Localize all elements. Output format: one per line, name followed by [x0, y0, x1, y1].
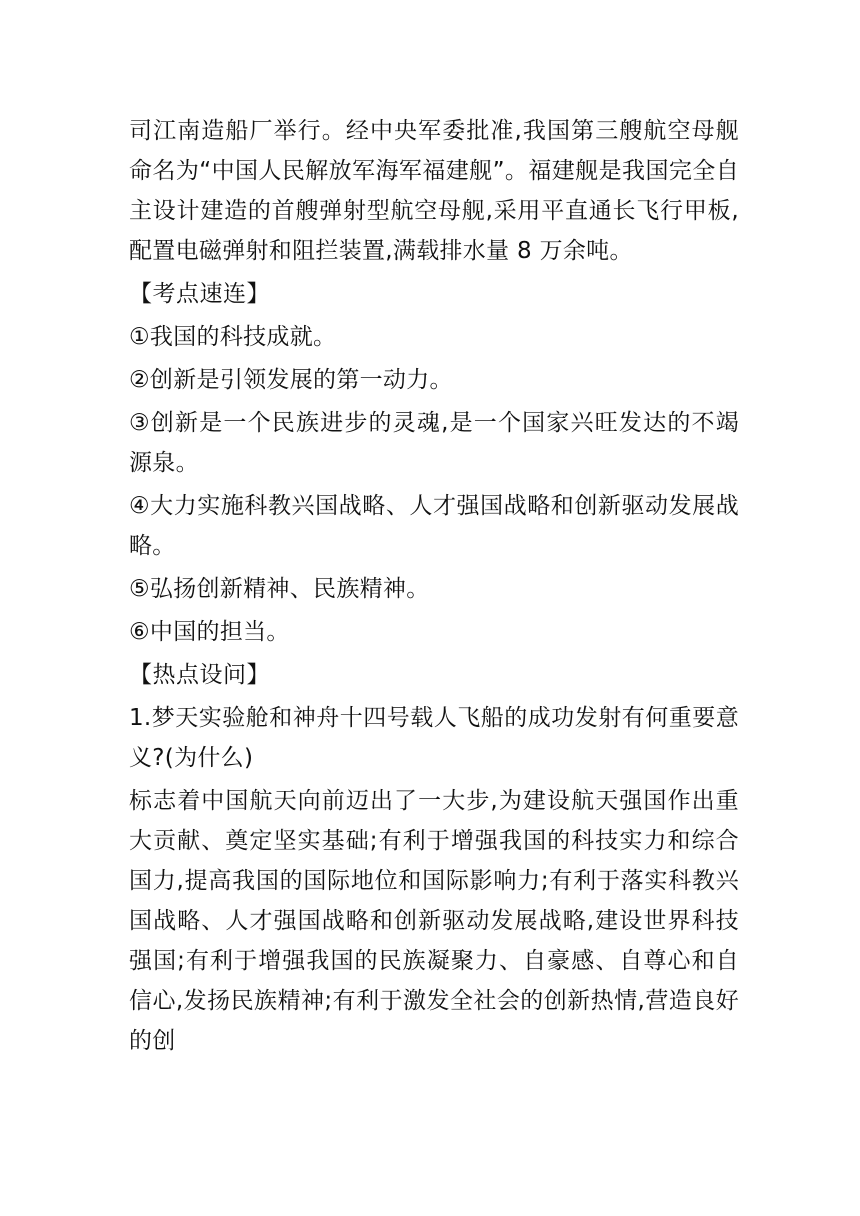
key-point-6: ⑥中国的担当。: [129, 619, 290, 645]
document-body: [129, 111, 739, 1064]
paragraph-fujian-carrier: 司江南造船厂举行。经中央军委批准,我国第三艘航空母舰命名为“中国人民解放军海军福建舰”。福建舰是我国完全自主设计建造的首艘弹射型航空母舰,采用平直通长飞行甲板,配置电磁弹射和阻拦装置,满载排水量 8 万余吨。: [129, 118, 739, 264]
key-point-4: ④大力实施科教兴国战略、人才强国战略和创新驱动发展战略。: [129, 493, 739, 559]
key-point-5: ⑤弘扬创新精神、民族精神。: [129, 576, 430, 602]
section-heading-key-points: 【考点速连】: [129, 281, 270, 307]
key-point-2: ②创新是引领发展的第一动力。: [129, 367, 453, 393]
section-heading-hot-questions: 【热点设问】: [129, 662, 270, 688]
key-point-1: ①我国的科技成就。: [129, 324, 337, 350]
key-point-3: ③创新是一个民族进步的灵魂,是一个国家兴旺发达的不竭源泉。: [129, 410, 739, 476]
question-1: 1.梦天实验舱和神舟十四号载人飞船的成功发射有何重要意义?(为什么): [129, 705, 739, 771]
answer-1: 标志着中国航天向前迈出了一大步,为建设航天强国作出重大贡献、奠定坚实基础;有利于增强我国的科技实力和综合国力,提高我国的国际地位和国际影响力;有利于落实科教兴国战略、人才强国战略和创新驱动发展战略,建设世界科技强国;有利于增强我国的民族凝聚力、自豪感、自尊心和自信心,发扬民族精神;有利于激发全社会的创新热情,营造良好的创: [129, 788, 739, 1054]
